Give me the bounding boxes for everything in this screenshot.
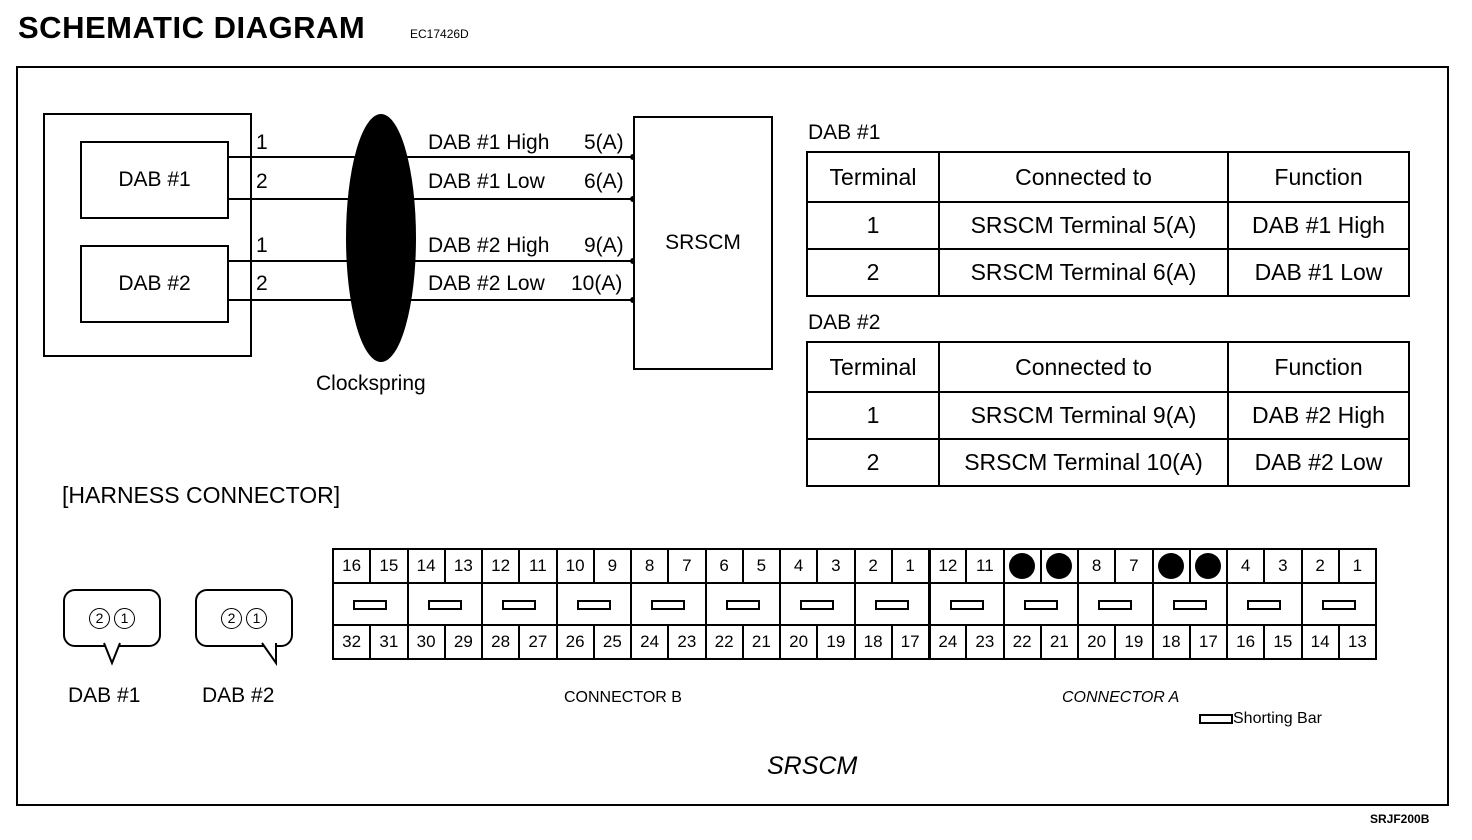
pin-circle: 2 — [221, 608, 242, 629]
shorting-bar-icon — [1173, 600, 1207, 610]
filled-pin-icon — [1158, 553, 1184, 579]
connector-pin: 1 — [1339, 549, 1376, 583]
connector-pin-filled — [1190, 549, 1227, 583]
shorting-bar-cell — [855, 583, 930, 625]
connector-pin: 12 — [929, 549, 966, 583]
connector-pin: 18 — [1153, 625, 1190, 659]
shorting-bar-cell — [1004, 583, 1079, 625]
wire-pin-label: 6(A) — [584, 170, 624, 193]
pin-circle: 1 — [114, 608, 135, 629]
connector-pin: 17 — [892, 625, 929, 659]
shorting-bar-icon — [1247, 600, 1281, 610]
connector-pin: 13 — [445, 549, 482, 583]
shorting-bar-icon — [1322, 600, 1356, 610]
pin-number: 1 — [256, 131, 268, 154]
connector-pin: 2 — [1302, 549, 1339, 583]
connector-pin: 11 — [519, 549, 556, 583]
connector-b-label: CONNECTOR B — [564, 689, 682, 706]
connector-pin: 3 — [817, 549, 854, 583]
table-cell: DAB #2 High — [1228, 392, 1409, 439]
connector-pin: 1 — [892, 549, 929, 583]
connector-pin-filled — [1041, 549, 1078, 583]
table-cell: 1 — [807, 202, 939, 249]
connector-pin: 8 — [1078, 549, 1115, 583]
connector-pin: 3 — [1264, 549, 1301, 583]
wire-label: DAB #1 High — [428, 131, 550, 154]
connector-pin: 4 — [780, 549, 817, 583]
table-title-dab2: DAB #2 — [808, 311, 881, 334]
connector-pin: 20 — [780, 625, 817, 659]
connector-pin: 24 — [631, 625, 668, 659]
connector-pin: 23 — [966, 625, 1003, 659]
connector-pin-filled — [1004, 549, 1041, 583]
connector-pin: 7 — [1115, 549, 1152, 583]
table-header: Function — [1228, 152, 1409, 202]
connector-pin: 22 — [706, 625, 743, 659]
shorting-bar-label: Shorting Bar — [1233, 710, 1322, 727]
table-cell: SRSCM Terminal 9(A) — [939, 392, 1228, 439]
filled-pin-icon — [1195, 553, 1221, 579]
srscm-caption: SRSCM — [767, 752, 858, 780]
connector-pin: 7 — [668, 549, 705, 583]
connector-pin: 14 — [1302, 625, 1339, 659]
connector-pin: 22 — [1004, 625, 1041, 659]
table-header: Connected to — [939, 342, 1228, 392]
wire-pin-label: 9(A) — [584, 234, 624, 257]
shorting-bar-cell — [1078, 583, 1153, 625]
shorting-bar-icon — [428, 600, 462, 610]
table-cell: SRSCM Terminal 5(A) — [939, 202, 1228, 249]
shorting-bar-icon — [651, 600, 685, 610]
shorting-bar-legend — [1199, 710, 1322, 728]
shorting-bar-cell — [1227, 583, 1302, 625]
connector-pin: 21 — [743, 625, 780, 659]
plug-tab-icon — [104, 643, 120, 663]
shorting-bar-icon — [1199, 714, 1233, 724]
shorting-bar-cell — [929, 583, 1004, 625]
pin-number: 2 — [256, 272, 268, 295]
shorting-bar-cell — [557, 583, 632, 625]
shorting-bar-icon — [577, 600, 611, 610]
connector-pin: 16 — [333, 549, 370, 583]
connector-pin: 20 — [1078, 625, 1115, 659]
wire-pin-label: 5(A) — [584, 131, 624, 154]
shorting-bar-icon — [1098, 600, 1132, 610]
connector-a-label: CONNECTOR A — [1062, 689, 1180, 706]
table-title-dab1: DAB #1 — [808, 121, 881, 144]
pin-number: 2 — [256, 170, 268, 193]
wire-label: DAB #1 Low — [428, 170, 545, 193]
table-cell: 2 — [807, 249, 939, 296]
table-cell: SRSCM Terminal 10(A) — [939, 439, 1228, 486]
shorting-bar-cell — [780, 583, 855, 625]
connector-pin: 11 — [966, 549, 1003, 583]
connector-pin: 5 — [743, 549, 780, 583]
connector-pin: 30 — [408, 625, 445, 659]
shorting-bar-icon — [726, 600, 760, 610]
table-cell: DAB #1 Low — [1228, 249, 1409, 296]
connector-pin: 8 — [631, 549, 668, 583]
connector-pin: 12 — [482, 549, 519, 583]
wire-pin-label: 10(A) — [571, 272, 623, 295]
shorting-bar-cell — [706, 583, 781, 625]
connector-pin: 2 — [855, 549, 892, 583]
connector-pin: 31 — [370, 625, 407, 659]
dab2-module-label: DAB #2 — [118, 272, 191, 295]
dab1-module-label: DAB #1 — [118, 168, 191, 191]
table-cell: 2 — [807, 439, 939, 486]
dab2-connector-caption: DAB #2 — [202, 684, 275, 707]
connector-pin: 27 — [519, 625, 556, 659]
connector-pin: 32 — [333, 625, 370, 659]
filled-pin-icon — [1009, 553, 1035, 579]
connector-pin: 14 — [408, 549, 445, 583]
connector-pin: 17 — [1190, 625, 1227, 659]
connector-pin: 15 — [370, 549, 407, 583]
connector-pin: 21 — [1041, 625, 1078, 659]
shorting-bar-cell — [333, 583, 408, 625]
page-title: SCHEMATIC DIAGRAM — [18, 10, 366, 45]
connector-pin: 19 — [817, 625, 854, 659]
table-header: Connected to — [939, 152, 1228, 202]
connector-pin: 16 — [1227, 625, 1264, 659]
table-cell: DAB #1 High — [1228, 202, 1409, 249]
pin-circle: 2 — [89, 608, 110, 629]
connector-pin: 6 — [706, 549, 743, 583]
connector-pin: 19 — [1115, 625, 1152, 659]
connector-pin: 24 — [929, 625, 966, 659]
document-code: EC17426D — [410, 27, 469, 41]
connector-pin: 29 — [445, 625, 482, 659]
figure-id: SRJF200B — [1370, 812, 1430, 826]
connector-pin-filled — [1153, 549, 1190, 583]
shorting-bar-cell — [1153, 583, 1228, 625]
connector-pin: 25 — [594, 625, 631, 659]
shorting-bar-icon — [502, 600, 536, 610]
srscm-connector-grid — [332, 548, 1377, 660]
srscm-module-label: SRSCM — [665, 231, 741, 254]
connector-pin: 18 — [855, 625, 892, 659]
connector-shorting-row — [333, 583, 1376, 625]
clockspring-label: Clockspring — [316, 372, 426, 395]
table-header: Function — [1228, 342, 1409, 392]
shorting-bar-icon — [875, 600, 909, 610]
shorting-bar-icon — [353, 600, 387, 610]
connector-pin: 9 — [594, 549, 631, 583]
connector-pin: 13 — [1339, 625, 1376, 659]
connector-pin: 4 — [1227, 549, 1264, 583]
pin-circle: 1 — [246, 608, 267, 629]
wire-label: DAB #2 High — [428, 234, 550, 257]
connector-bottom-row — [333, 625, 1376, 659]
pin-number: 1 — [256, 234, 268, 257]
shorting-bar-cell — [1302, 583, 1377, 625]
harness-connector-title: [HARNESS CONNECTOR] — [62, 482, 341, 508]
connector-pin: 15 — [1264, 625, 1301, 659]
shorting-bar-icon — [1024, 600, 1058, 610]
table-cell: DAB #2 Low — [1228, 439, 1409, 486]
connector-pin: 26 — [557, 625, 594, 659]
filled-pin-icon — [1046, 553, 1072, 579]
wire-label: DAB #2 Low — [428, 272, 545, 295]
table-cell: 1 — [807, 392, 939, 439]
shorting-bar-cell — [408, 583, 483, 625]
connector-pin: 10 — [557, 549, 594, 583]
plug-tab-icon — [262, 643, 276, 663]
dab1-connector-caption: DAB #1 — [68, 684, 141, 707]
table-header: Terminal — [807, 342, 939, 392]
shorting-bar-icon — [950, 600, 984, 610]
connector-pin: 23 — [668, 625, 705, 659]
table-header: Terminal — [807, 152, 939, 202]
shorting-bar-cell — [482, 583, 557, 625]
connector-top-row — [333, 549, 1376, 583]
shorting-bar-icon — [800, 600, 834, 610]
shorting-bar-cell — [631, 583, 706, 625]
connector-pin: 28 — [482, 625, 519, 659]
table-cell: SRSCM Terminal 6(A) — [939, 249, 1228, 296]
